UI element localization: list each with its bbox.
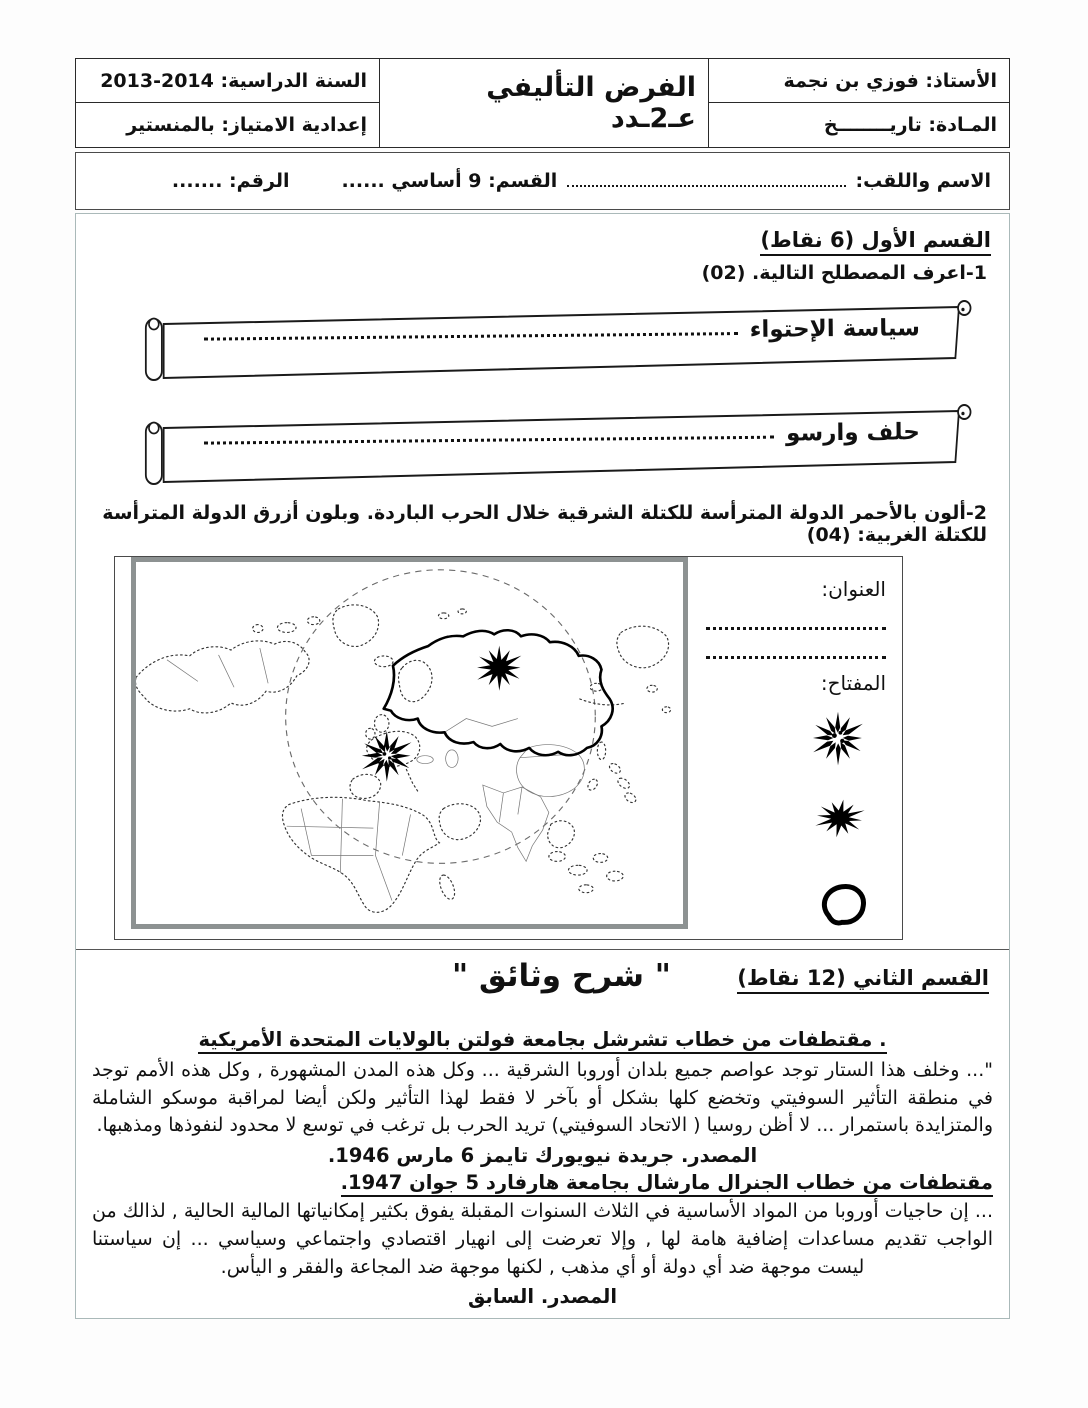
doc1-source: المصدر. جريدة نيويورك تايمز 6 مارس 1946.: [327, 1144, 758, 1168]
school-name: إعدادية الامتياز: بالمنستير: [126, 114, 367, 136]
section2-subtitle: " شرح وثائق ": [452, 958, 671, 994]
exam-title: الفرض التأليفي عـ2ـدد: [379, 59, 709, 147]
doc2-heading: مقتطفات من خطاب الجنرال مارشال بجامعة هارفارد 5 جوان 1947.: [341, 1171, 993, 1197]
student-number-label: الرقم: .......: [171, 170, 290, 192]
student-info-row: [75, 152, 1010, 210]
exam-body: [75, 213, 1010, 1319]
map-title-fill-line-2: [706, 630, 886, 659]
section-divider: [76, 949, 1009, 950]
term-scroll-containment: [128, 294, 975, 382]
doc1-text: "... وخلف هذا الستار توجد عواصم جميع بلدان أوروبا الشرقية ... وكل هذه المدن المشهورة , وكل هذه الأمم توجد في منطقة التأثير السوفيتي وتخضع كلها بشكل أو بآخر لا فقط لهذا التأثير ولكن أيضا لمراقبة موسكو الشاملة والمتزايدة باستمرار ... لا أظن روسيا ( الاتحاد السوفيتي) تريد الحرب بل ترغب في توسع لا محدود لنفوذها ومذهبها.: [92, 1059, 993, 1137]
doc2-source: المصدر. السابق: [467, 1285, 618, 1309]
map-legend-panel: [694, 557, 902, 939]
term2-label: حلف وارسو: [785, 419, 921, 447]
question2-text: 2-ألون بالأحمر الدولة المترأسة للكتلة الشرقية خلال الحرب الباردة. وبلون أزرق الدولة المترأسة للكتلة الغربية: (04): [102, 502, 987, 546]
doc1-heading: . مقتطفات من خطاب تشرشل بجامعة فولتن بالولايات المتحدة الأمريكية: [198, 1028, 886, 1054]
map-title-label: العنوان:: [821, 577, 886, 601]
explosion-solid-icon: [808, 793, 872, 843]
student-class-label: القسم: 9 أساسي ......: [341, 170, 558, 192]
exam-page: [75, 58, 1010, 1319]
term1-label: سياسة الإحتواء: [749, 315, 921, 343]
section2-title: القسم الثاني (12 نقاط): [737, 966, 989, 994]
subject-name: المـادة: تاريــــــــخ: [823, 114, 997, 136]
term1-fill-line: [204, 332, 738, 341]
map-figure: [114, 556, 903, 940]
school-year: السنة الدراسية: 2014-2013: [76, 59, 379, 103]
question1-text: 1-اعرف المصطلح التالية. (02): [701, 262, 987, 284]
student-name-fill-line: [567, 185, 845, 187]
country-outline-icon: [816, 881, 872, 931]
explosion-outlined-icon: [804, 707, 872, 769]
term-scroll-warsaw: [128, 398, 975, 486]
map-title-fill-line-1: [706, 601, 886, 630]
section1-title: القسم الأول (6 نقاط): [760, 228, 991, 256]
world-map-box: [131, 557, 688, 929]
header-table: [75, 58, 1010, 148]
term2-fill-line: [204, 435, 774, 444]
teacher-name: الأستاذ: فوزي بن نجمة: [709, 59, 1009, 103]
doc2-text: ... إن حاجيات أوروبا من المواد الأساسية في الثلاث السنوات المقبلة يفوق بكثير إمكانياتها المالية الحالية , لذالك من الواجب تقديم مساعدات إضافية هامة لها , وإلا تعرضت إلى انهيار اقتصادي واجتماعي وسياسي ... إن سياستنا ليست موجهة ضد أي دولة أو أي مذهب , لكنها موجهة ضد المجاعة والفقر و اليأس.: [92, 1200, 993, 1278]
map-key-label: المفتاح:: [820, 671, 886, 695]
map-explosion-east-icon: [477, 646, 521, 691]
world-map: [136, 562, 683, 924]
student-name-label: الاسم واللقب:: [855, 170, 991, 192]
